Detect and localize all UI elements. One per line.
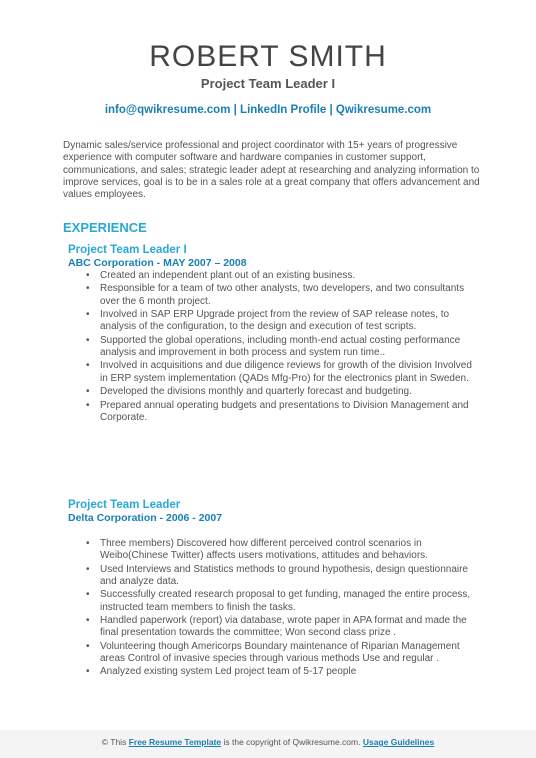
footer-copyright-text: is the copyright of Qwikresume.com. bbox=[221, 737, 363, 747]
free-resume-template-link[interactable]: Free Resume Template bbox=[128, 737, 222, 747]
company-line bbox=[68, 257, 478, 270]
bullet-item: • Involved in acquisitions and due diligence reviews for growth of the division Involved in ERP system implementation (QADs Mfg-Pro) for the electronics plant in Sweden. bbox=[86, 360, 478, 385]
job-entry-1 bbox=[68, 243, 478, 425]
company-name: Delta Corporation bbox=[68, 512, 157, 524]
bullet-item: • Three members) Discovered how different perceived control scenarios in Weibo(Chinese Twitter) affects users motivations, attitudes and behaviors. bbox=[86, 538, 478, 563]
contact-separator: | bbox=[230, 104, 241, 116]
bullet-item: • Created an independent plant out of an existing business. bbox=[86, 270, 478, 282]
bullet-item: • Developed the divisions monthly and quarterly forecast and budgeting. bbox=[86, 386, 478, 398]
bullet-item: • Volunteering though Americorps Boundary maintenance of Riparian Management areas Control of invasive species through various methods Use and regular . bbox=[86, 641, 478, 666]
job-title: Project Team Leader bbox=[68, 499, 181, 511]
company-name: ABC Corporation bbox=[68, 257, 154, 269]
job-dates: - MAY 2007 – 2008 bbox=[153, 257, 247, 269]
experience-heading: EXPERIENCE bbox=[63, 220, 147, 235]
bullet-item: • Prepared annual operating budgets and presentations to Division Management and Corporate. bbox=[86, 400, 478, 425]
job-entry-2 bbox=[68, 498, 478, 680]
bullet-item: • Used Interviews and Statistics methods to ground hypothesis, design questionnaire and analyze data. bbox=[86, 564, 478, 589]
bullet-item: • Involved in SAP ERP Upgrade project from the review of SAP release notes, to analysis of the configuration, to the design and execution of test scripts. bbox=[86, 309, 478, 334]
bullet-item: • Handled paperwork (report) via database, wrote paper in APA format and made the final presentation towards the committee; Won second class prize . bbox=[86, 615, 478, 640]
footer bbox=[0, 737, 536, 747]
bullet-item: • Analyzed existing system Led project team of 5-17 people bbox=[86, 666, 478, 678]
summary-paragraph: Dynamic sales/service professional and project coordinator with 15+ years of progressive experience with computer software and hardware companies in customer support, communications, and sales; strategic leader adept at researching and analyzing information to improve services, goal is to be in a sales role at a great company that offers advancement and values employees. bbox=[63, 140, 480, 201]
company-line bbox=[68, 512, 478, 525]
contact-line bbox=[0, 104, 536, 116]
job-bullet-list bbox=[68, 270, 478, 424]
email-link[interactable]: info@qwikresume.com bbox=[104, 104, 231, 116]
footer-prefix: © This bbox=[101, 737, 129, 747]
linkedin-link[interactable]: LinkedIn Profile bbox=[240, 104, 327, 116]
website-link[interactable]: Qwikresume.com bbox=[335, 104, 432, 116]
candidate-role: Project Team Leader I bbox=[200, 76, 336, 91]
bullet-item: • Successfully created research proposal to get funding, managed the entire process, instructed team members to finish the tasks. bbox=[86, 589, 478, 614]
bullet-item: • Responsible for a team of two other analysts, two developers, and two consultants over the 6 month project. bbox=[86, 283, 478, 308]
bullet-item: • Supported the global operations, including month-end actual costing performance analysis and improvement in both process and system run time.. bbox=[86, 335, 478, 360]
contact-separator: | bbox=[326, 104, 336, 116]
job-title: Project Team Leader I bbox=[68, 244, 187, 256]
candidate-name: ROBERT SMITH bbox=[149, 40, 387, 73]
job-bullet-list bbox=[68, 538, 478, 679]
usage-guidelines-link[interactable]: Usage Guidelines bbox=[362, 737, 435, 747]
job-dates: - 2006 - 2007 bbox=[156, 512, 223, 524]
